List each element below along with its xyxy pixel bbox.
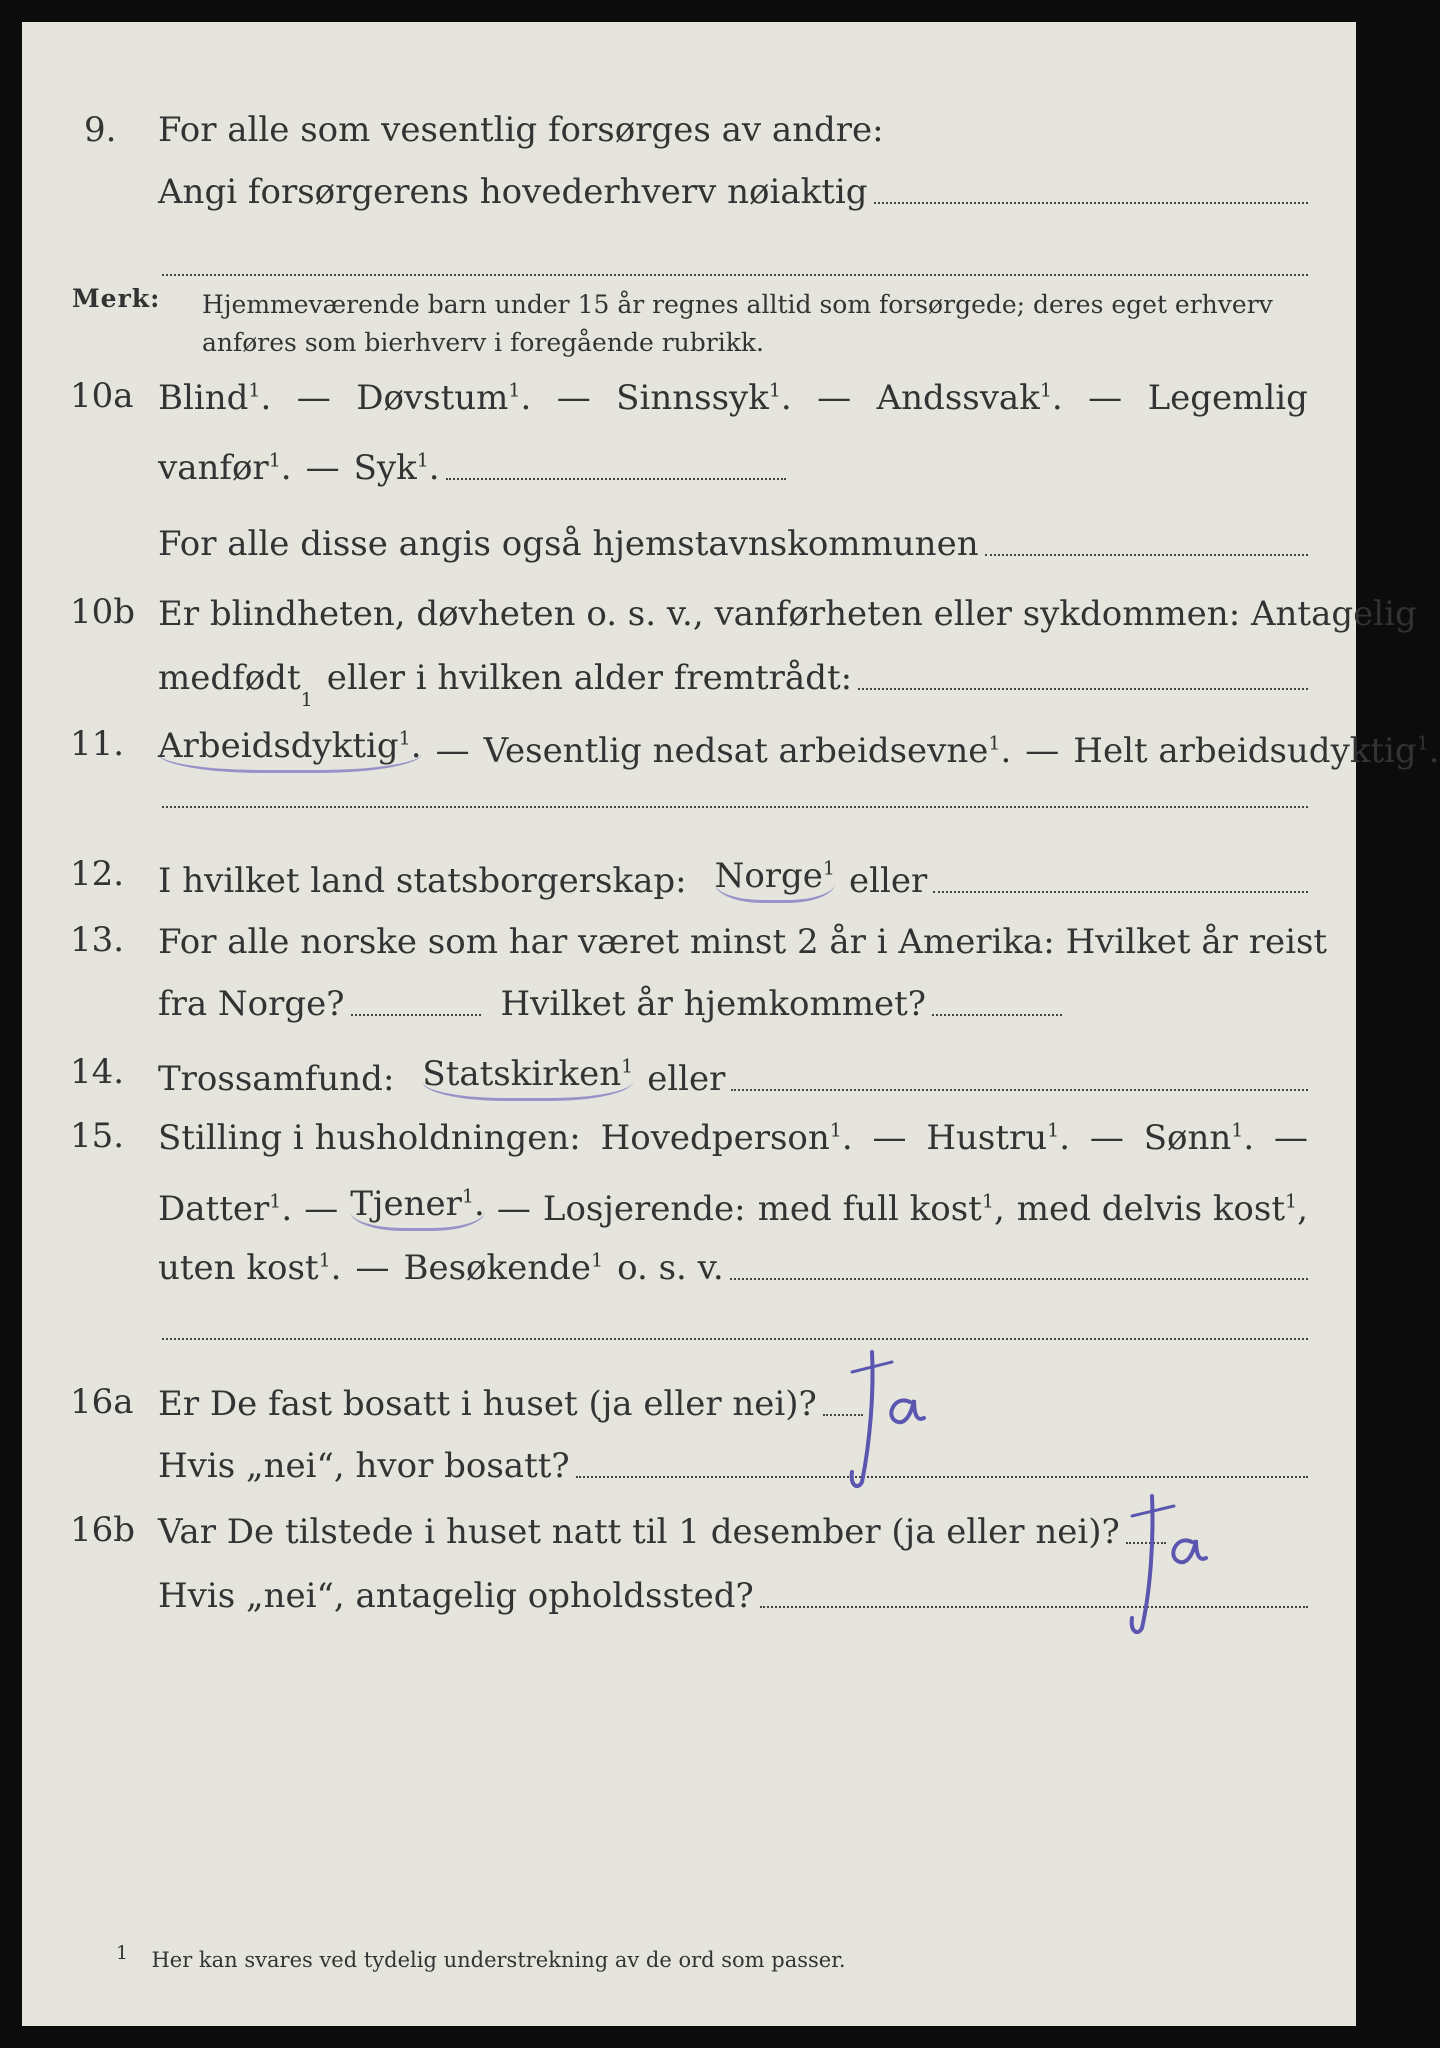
separator-dash: — xyxy=(1274,1118,1308,1158)
q10b-number: 10b xyxy=(70,592,136,632)
q12-opt-eller: eller xyxy=(849,861,928,901)
handwriting-stroke xyxy=(1173,1540,1206,1562)
q16b-opholdssted-label: Hvis „nei“, antagelig opholdssted? xyxy=(158,1576,754,1616)
q15-line3 xyxy=(158,1246,1308,1290)
q11-opt-arbeidsdyktig-label: Arbeidsdyktig xyxy=(158,726,399,766)
q15-osv: o. s. v. xyxy=(617,1248,724,1288)
q13-reist-label: fra Norge? xyxy=(158,984,345,1024)
q16b-line1 xyxy=(158,1510,1166,1554)
q12-number: 12. xyxy=(70,854,125,894)
q12-land-field[interactable] xyxy=(933,883,1308,893)
q9-number: 9. xyxy=(84,110,117,150)
footnote-mark: 1 xyxy=(1039,379,1052,402)
q13-number: 13. xyxy=(70,920,125,960)
q9-line2-text: Angi forsørgerens hovederhverv nøiaktig xyxy=(158,172,868,212)
q15-stilling-field[interactable] xyxy=(730,1270,1308,1280)
q11-line xyxy=(158,724,1440,773)
q9-answer-field-2[interactable] xyxy=(162,272,1308,276)
q15-line1 xyxy=(158,1116,1308,1160)
separator-dash: — xyxy=(1089,1118,1124,1158)
footnote-mark: 1 xyxy=(1231,1119,1244,1142)
footnote-mark: 1 xyxy=(416,449,429,472)
q15-opt-tjener-label: Tjener xyxy=(350,1184,462,1224)
q15-opt-hustru[interactable]: Hustru$^1$. xyxy=(926,1118,1071,1158)
footnote-mark: 1 xyxy=(981,1190,994,1213)
q10a-opt-dovstum-label: Døvstum xyxy=(356,378,509,418)
q15-opt-sonn-label: Sønn xyxy=(1143,1118,1232,1158)
q11-opt-udyktig[interactable]: Helt arbeidsudyktig$^1$. xyxy=(1073,731,1440,771)
q15-opt-hovedperson-label: Hovedperson xyxy=(600,1118,830,1158)
q10b-line2-text: eller i hvilken alder fremtrådt: xyxy=(326,658,853,698)
q15-opt-datter-label: Datter xyxy=(158,1189,270,1229)
q15-opt-besokende[interactable] xyxy=(403,1246,603,1290)
q10a-opt-syk[interactable]: Syk$^1$. xyxy=(353,448,440,488)
q15-opt-besokende-label: Besøkende xyxy=(403,1248,592,1288)
separator-dash: — xyxy=(355,1248,390,1288)
q15-number: 15. xyxy=(70,1116,125,1156)
q9-line1: For alle som vesentlig forsørges av andre: xyxy=(158,110,884,150)
q15-opt-uten-kost-label: uten kost xyxy=(158,1248,319,1288)
footnote-text: Her kan svares ved tydelig understrekning av de ord som passer. xyxy=(151,1948,846,1972)
footnote-mark: 1 xyxy=(1285,1190,1298,1213)
footnote-mark: 1 xyxy=(591,1249,604,1272)
q14-opt-statskirken-label: Statskirken xyxy=(422,1054,622,1094)
q15-opt-full-kost-label: med full kost xyxy=(757,1189,982,1229)
q16b-number: 16b xyxy=(70,1510,136,1550)
q13-hjemkommet-label: Hvilket år hjemkommet? xyxy=(500,984,927,1024)
q15-opt-uten-kost[interactable]: uten kost$^1$. xyxy=(158,1248,342,1288)
q16a-number: 16a xyxy=(70,1382,134,1422)
q10a-line1 xyxy=(158,376,1308,420)
q11-opt-nedsat-label: Vesentlig nedsat arbeidsevne xyxy=(483,731,989,771)
q15-opt-tjener[interactable]: Tjener$^1$. xyxy=(350,1182,485,1231)
q15-label: Stilling i husholdningen: xyxy=(158,1118,581,1158)
q16a-question: Er De fast bosatt i huset (ja eller nei)? xyxy=(158,1384,817,1424)
q10a-opt-legemlig[interactable]: Legemlig xyxy=(1147,378,1308,418)
separator-dash: — xyxy=(305,448,340,488)
q14-trossamfund-field[interactable] xyxy=(731,1081,1308,1091)
separator-dash: — xyxy=(556,378,591,418)
q10a-opt-vanfor[interactable]: vanfør$^1$. xyxy=(158,448,292,488)
q15-answer-field-2[interactable] xyxy=(162,1336,1308,1340)
q10a-opt-syk-label: Syk xyxy=(353,448,417,488)
q12-text: I hvilket land statsborgerskap: xyxy=(158,861,687,901)
q14-line xyxy=(158,1052,1308,1101)
q16a-line1 xyxy=(158,1382,863,1426)
q13-reist-field[interactable] xyxy=(351,1006,481,1016)
q10a-line3 xyxy=(158,522,1308,566)
q11-opt-nedsat[interactable]: Vesentlig nedsat arbeidsevne$^1$. xyxy=(483,731,1012,771)
q10a-opt-sinnssyk[interactable]: Sinnssyk$^1$. xyxy=(616,378,792,418)
q10a-number: 10a xyxy=(70,376,134,416)
q10b-line1: Er blindheten, døvheten o. s. v., vanførheten eller sykdommen: Antagelig xyxy=(158,594,1417,634)
footnote-mark: 1 xyxy=(398,727,411,750)
separator-dash: — xyxy=(1025,731,1060,771)
q16a-bosatt-label: Hvis „nei“, hvor bosatt? xyxy=(158,1446,570,1486)
separator-dash: — xyxy=(435,731,470,771)
q16a-handwritten-answer xyxy=(832,1332,952,1492)
q14-opt-eller: eller xyxy=(647,1059,726,1099)
q11-answer-field[interactable] xyxy=(162,804,1308,808)
q15-opt-datter[interactable]: Datter$^1$. xyxy=(158,1189,293,1229)
q15-opt-sonn[interactable]: Sønn$^1$. xyxy=(1143,1118,1255,1158)
q15-opt-hovedperson[interactable]: Hovedperson$^1$. xyxy=(600,1118,853,1158)
q13-line2 xyxy=(158,982,1062,1026)
q9-line2 xyxy=(158,170,1308,214)
footnote-mark: 1 xyxy=(461,1185,474,1208)
q13-hjemkommet-field[interactable] xyxy=(932,1006,1062,1016)
q14-opt-statskirken[interactable] xyxy=(422,1052,633,1101)
q11-opt-udyktig-label: Helt arbeidsudyktig xyxy=(1073,731,1417,771)
q16b-question: Var De tilstede i huset natt til 1 desember (ja eller nei)? xyxy=(158,1512,1120,1552)
footnote-mark: 1 xyxy=(822,857,836,880)
q10a-opt-andssvak-label: Andssvak xyxy=(876,378,1040,418)
q12-opt-norge-label: Norge xyxy=(714,856,823,896)
q12-opt-norge[interactable] xyxy=(715,854,835,903)
q12-line xyxy=(158,854,1308,903)
footnote-mark: 1 xyxy=(248,379,261,402)
q10a-opt-vanfor-label: vanfør xyxy=(158,448,269,488)
footnote-mark: 1 xyxy=(829,1119,842,1142)
q11-number: 11. xyxy=(70,724,125,764)
footnote-mark: 1 xyxy=(318,1249,331,1272)
q10a-hjemstavn-field[interactable] xyxy=(985,546,1308,556)
q11-opt-arbeidsdyktig[interactable]: Arbeidsdyktig$^1$. xyxy=(158,724,422,773)
q10b-alder-field[interactable] xyxy=(858,680,1308,690)
footnote-number: 1 xyxy=(116,1942,129,1964)
q10b-line2: medfødt 1 eller i hvilken alder fremtrådt: xyxy=(158,656,1308,700)
separator-dash: — xyxy=(296,378,331,418)
q10a-line3-text: For alle disse angis også hjemstavnskommunen xyxy=(158,524,979,564)
q9-answer-field[interactable] xyxy=(874,194,1308,204)
footnote-mark: 1 xyxy=(988,732,1001,755)
separator-dash: — xyxy=(1088,378,1123,418)
footnote-mark: 1 xyxy=(1047,1119,1060,1142)
footnote xyxy=(116,1942,846,1972)
footnote-mark: 1 xyxy=(768,379,781,402)
merk-line1: Hjemmeværende barn under 15 år regnes alltid som forsørgede; deres eget erhverv xyxy=(202,290,1273,319)
q15-line2 xyxy=(158,1182,1308,1231)
q16b-handwritten-answer xyxy=(1112,1482,1232,1642)
q15-opt-delvis-kost-label: med delvis kost xyxy=(1016,1189,1286,1229)
footnote-mark: 1 xyxy=(1416,732,1429,755)
q10b-opt-medfodt[interactable]: medfødt xyxy=(158,658,301,698)
separator-dash: — xyxy=(817,378,852,418)
q13-line1: For alle norske som har været minst 2 år i Amerika: Hvilket år reist xyxy=(158,922,1328,962)
q15-opt-full-kost[interactable]: med full kost$^1$, xyxy=(757,1189,1005,1229)
handwriting-stroke xyxy=(891,1400,924,1422)
q10a-syk-field[interactable] xyxy=(446,470,786,480)
q10a-line2 xyxy=(158,446,786,490)
q10a-opt-blind[interactable]: Blind$^1$. xyxy=(158,378,272,418)
q15-opt-losjerende: Losjerende: xyxy=(542,1189,746,1229)
separator-dash: — xyxy=(304,1189,339,1229)
footnote-mark: 1 xyxy=(621,1055,634,1078)
census-form-page xyxy=(22,22,1440,2026)
q10a-opt-andssvak[interactable]: Andssvak$^1$. xyxy=(876,378,1063,418)
separator-dash: — xyxy=(496,1189,531,1229)
q14-number: 14. xyxy=(70,1052,125,1092)
q10a-opt-blind-label: Blind xyxy=(158,378,249,418)
q10a-opt-sinnssyk-label: Sinnssyk xyxy=(616,378,769,418)
merk-line2: anføres som bierhverv i foregående rubrikk. xyxy=(202,328,764,357)
footnote-mark: 1 xyxy=(269,1190,282,1213)
footnote-mark: 1 xyxy=(268,449,281,472)
q15-opt-hustru-label: Hustru xyxy=(926,1118,1048,1158)
q14-text: Trossamfund: xyxy=(158,1059,395,1099)
q15-opt-delvis-kost[interactable]: med delvis kost$^1$, xyxy=(1016,1189,1308,1229)
footnote-mark: 1 xyxy=(508,379,521,402)
merk-label: Merk: xyxy=(72,284,161,313)
separator-dash: — xyxy=(872,1118,907,1158)
q10a-opt-dovstum[interactable]: Døvstum$^1$. xyxy=(356,378,532,418)
